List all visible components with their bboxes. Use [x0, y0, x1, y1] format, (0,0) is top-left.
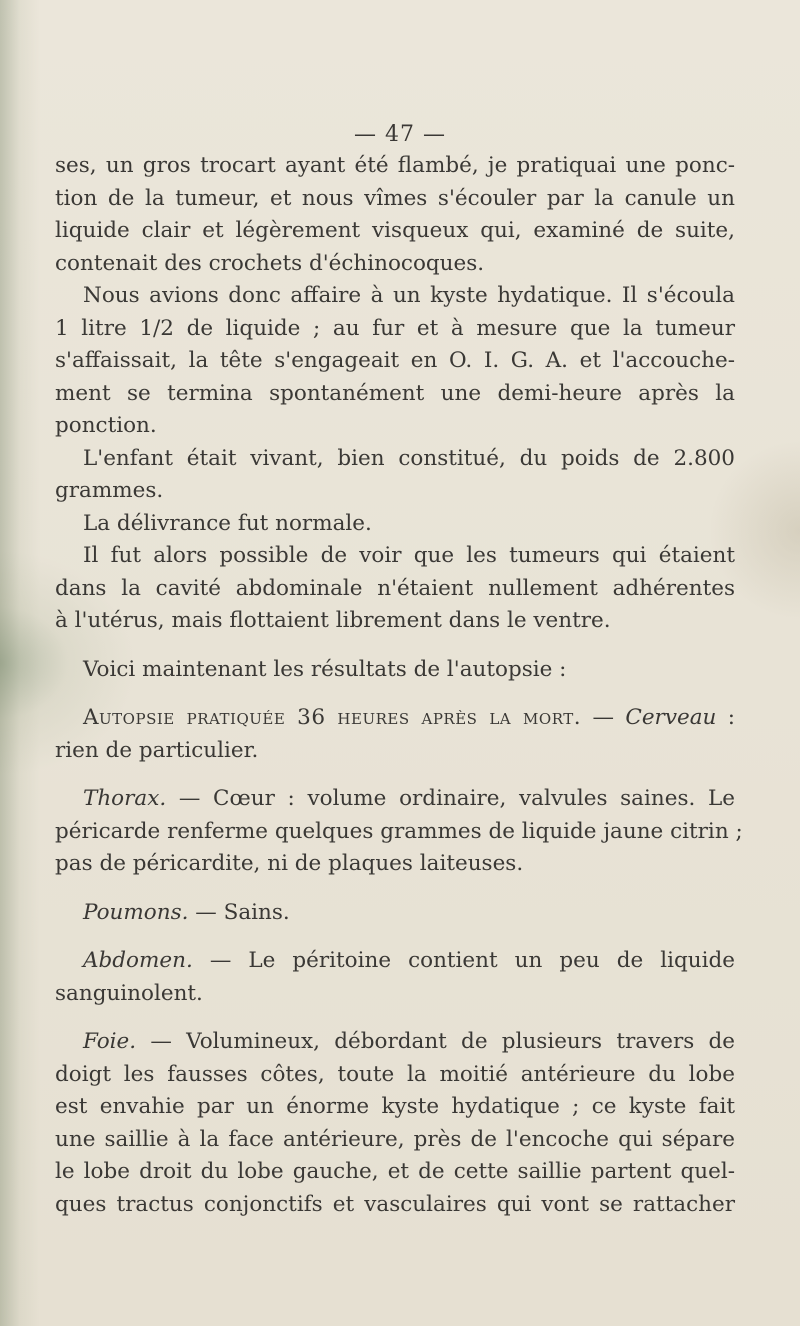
text-line: s'affaissait, la tête s'engageait en O. I. G. A. et l'accouche-: [55, 348, 735, 373]
text-run: — Le péritoine contient un peu de liquide: [192, 948, 735, 973]
text-run: — Cœur : volume ordinaire, valvules saines. Le: [166, 786, 735, 811]
colon: :: [716, 705, 736, 730]
text-line: grammes.: [55, 478, 164, 503]
text-line: ment se termina spontanément une demi-heure après la: [55, 380, 735, 406]
section-heading: Autopsie pratiquée 36 heures après la mort.: [83, 705, 582, 730]
text-line: La délivrance fut normale.: [83, 510, 372, 536]
page-edge-shadow: [0, 0, 40, 1326]
text-line: à l'utérus, mais flottaient librement dans le ventre.: [55, 608, 611, 633]
paragraph-gap: [55, 767, 735, 783]
text-line: [55, 783, 735, 816]
text-line: est envahie par un énorme kyste hydatique ; ce kyste fait: [55, 1094, 735, 1119]
paragraph-gap: [55, 929, 735, 945]
organ-label: Abdomen.: [83, 948, 193, 973]
paragraph-gap: [55, 638, 735, 654]
text-line: Voici maintenant les résultats de l'autopsie :: [83, 656, 567, 682]
text-line: [55, 702, 735, 735]
text-line: dans la cavité abdominale n'étaient nullement adhérentes: [55, 575, 735, 601]
dash: —: [581, 705, 626, 730]
text-line: le lobe droit du lobe gauche, et de cette saillie partent quel-: [55, 1159, 735, 1184]
text-line: [55, 1026, 735, 1059]
organ-label: Poumons.: [83, 899, 189, 925]
text-line: péricarde renferme quelques grammes de liquide jaune citrin ;: [55, 818, 743, 844]
text-line: liquide clair et légèrement visqueux qui, examiné de suite,: [55, 218, 735, 243]
page-number: — 47 —: [354, 122, 446, 147]
text-line: sanguinolent.: [55, 980, 203, 1006]
text-run: — Sains.: [188, 899, 290, 925]
text-line: ponction.: [55, 413, 157, 438]
text-line: pas de péricardite, ni de plaques laiteuses.: [55, 851, 524, 876]
paragraph-gap: [55, 1010, 735, 1026]
text-line: ques tractus conjonctifs et vasculaires qui vont se rattacher: [55, 1191, 735, 1217]
text-line: tion de la tumeur, et nous vîmes s'écouler par la canule un: [55, 185, 735, 211]
text-line: [55, 897, 735, 930]
text-line: une saillie à la face antérieure, près de l'encoche qui sépare: [55, 1126, 735, 1152]
text-line: [55, 945, 735, 978]
paragraph-gap: [55, 881, 735, 897]
paragraph-gap: [55, 686, 735, 702]
text-run: — Volumineux, débordant de plusieurs travers de: [136, 1029, 735, 1054]
text-line: Il fut alors possible de voir que les tumeurs qui étaient: [83, 543, 735, 568]
organ-label: Thorax.: [83, 786, 167, 811]
text-line: contenait des crochets d'échinocoques.: [55, 250, 485, 276]
organ-label: Cerveau: [625, 705, 717, 730]
text-line: rien de particulier.: [55, 737, 259, 763]
text-line: Nous avions donc affaire à un kyste hydatique. Il s'écoula: [83, 283, 735, 308]
text-line: ses, un gros trocart ayant été flambé, je pratiquai une ponc-: [55, 153, 735, 178]
text-line: L'enfant était vivant, bien constitué, du poids de 2.800: [83, 445, 735, 471]
text-line: 1 litre 1/2 de liquide ; au fur et à mesure que la tumeur: [55, 315, 735, 341]
text-line: doigt les fausses côtes, toute la moitié antérieure du lobe: [55, 1061, 735, 1087]
body-text: [55, 150, 743, 1221]
organ-label: Foie.: [83, 1029, 137, 1054]
